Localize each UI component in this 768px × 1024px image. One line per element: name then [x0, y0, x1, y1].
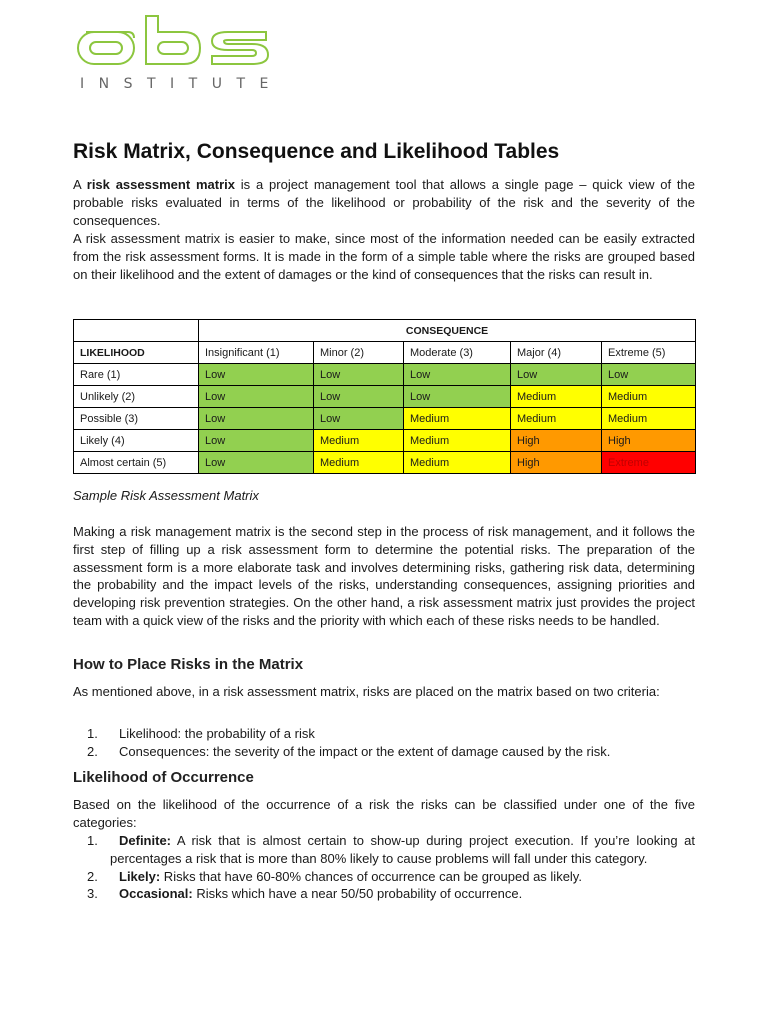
- risk-cell: Extreme: [602, 452, 696, 474]
- risk-cell: Low: [511, 364, 602, 386]
- risk-cell: Medium: [602, 408, 696, 430]
- risk-cell: Low: [314, 386, 404, 408]
- risk-cell: Low: [602, 364, 696, 386]
- list-text: Likelihood: the probability of a risk: [119, 726, 315, 741]
- risk-cell: High: [511, 430, 602, 452]
- list-text: Consequences: the severity of the impact or the extent of damage caused by the risk.: [119, 743, 611, 759]
- risk-cell: Medium: [511, 386, 602, 408]
- empty-corner-cell: [74, 320, 199, 342]
- body-paragraph: Making a risk management matrix is the second step in the process of risk management, and it follows the first step of filling up a risk assessment form to determine the potential risks. The preparation of the assessment form is a more elaborate task and involves determining risks, gathering risk data, determining the probability and the impact levels of the risks, understanding consequences, assigning priorities and developing risk prevention strategies. On the other hand, a risk assessment matrix just provides the project team with a quick view of the risks and the priority with which each of these risks needs to be handled.: [73, 524, 695, 628]
- column-header: Major (4): [511, 342, 602, 364]
- table-row: [74, 386, 696, 408]
- risk-cell: Low: [199, 452, 314, 474]
- consequence-header: CONSEQUENCE: [199, 320, 696, 342]
- risk-cell: Medium: [404, 408, 511, 430]
- intro-p1-pre: A: [73, 177, 87, 192]
- risk-matrix-table: [73, 319, 696, 474]
- risk-cell: Low: [199, 364, 314, 386]
- risk-cell: Low: [314, 364, 404, 386]
- risk-cell: Low: [199, 408, 314, 430]
- table-row: [74, 408, 696, 430]
- list-lead-term: Likely:: [119, 868, 161, 884]
- page-title: Risk Matrix, Consequence and Likelihood Tables: [73, 140, 560, 163]
- risk-cell: Low: [404, 364, 511, 386]
- abs-institute-logo: [76, 14, 283, 94]
- list-item: [73, 885, 695, 903]
- list-item: [73, 743, 695, 761]
- column-header: Extreme (5): [602, 342, 696, 364]
- table-caption: Sample Risk Assessment Matrix: [73, 488, 259, 503]
- row-label: Possible (3): [74, 408, 199, 430]
- risk-cell: High: [511, 452, 602, 474]
- list-number: 2.: [87, 868, 98, 884]
- section2-intro: Based on the likelihood of the occurrence of a risk the risks can be classified under one of the five categories:: [73, 797, 695, 830]
- risk-cell: High: [602, 430, 696, 452]
- row-label: Likely (4): [74, 430, 199, 452]
- list-text: Risks that have 60-80% chances of occurrence can be grouped as likely.: [160, 868, 582, 884]
- list-number: 1.: [87, 726, 98, 741]
- consequence-header-row: [74, 320, 696, 342]
- section-heading-place-risks: How to Place Risks in the Matrix: [73, 656, 304, 673]
- row-label: Almost certain (5): [74, 452, 199, 474]
- row-label: Rare (1): [74, 364, 199, 386]
- risk-cell: Low: [314, 408, 404, 430]
- section-heading-likelihood: Likelihood of Occurrence: [73, 769, 254, 786]
- list-number: 2.: [87, 743, 98, 759]
- risk-cell: Medium: [404, 430, 511, 452]
- list-item: [73, 832, 695, 868]
- logo-subtitle: INSTITUTE: [80, 76, 283, 92]
- list-item: [73, 725, 695, 743]
- list-item: [73, 868, 695, 886]
- table-row: [74, 364, 696, 386]
- table-row: [74, 430, 696, 452]
- list-lead-term: Definite:: [119, 833, 171, 848]
- likelihood-categories-list: [73, 832, 695, 903]
- table-row: [74, 452, 696, 474]
- intro-p1-bold-term: risk assessment matrix: [86, 177, 235, 192]
- likelihood-header: LIKELIHOOD: [74, 342, 199, 364]
- risk-cell: Low: [199, 386, 314, 408]
- column-header: Insignificant (1): [199, 342, 314, 364]
- criteria-list: [73, 725, 695, 761]
- column-header: Moderate (3): [404, 342, 511, 364]
- list-number: 3.: [87, 886, 98, 902]
- risk-cell: Medium: [602, 386, 696, 408]
- intro-paragraph-2: A risk assessment matrix is easier to make, since most of the information needed can be easily extracted from the risk assessment forms. It is made in the form of a simple table where the risks are grouped based on their likelihood and the extent of damages or the kind of consequences that the risks can result in.: [73, 231, 695, 282]
- risk-cell: Medium: [314, 452, 404, 474]
- column-header: Minor (2): [314, 342, 404, 364]
- row-label: Unlikely (2): [74, 386, 199, 408]
- list-text: Risks which have a near 50/50 probability of occurrence.: [192, 886, 523, 902]
- section1-intro: As mentioned above, in a risk assessment matrix, risks are placed on the matrix based on two criteria:: [73, 684, 660, 699]
- abs-wordmark-graphic: [76, 14, 272, 74]
- risk-cell: Medium: [404, 452, 511, 474]
- risk-cell: Medium: [511, 408, 602, 430]
- list-number: 1.: [87, 833, 98, 848]
- intro-p1-post: is a project management tool that allows a single page – quick view of the probable risks evaluated in terms of the likelihood or probability of the risk and the severity of the consequences.: [73, 177, 696, 228]
- risk-cell: Medium: [314, 430, 404, 452]
- risk-cell: Low: [404, 386, 511, 408]
- risk-cell: Low: [199, 430, 314, 452]
- column-header-row: [74, 342, 696, 364]
- list-text: A risk that is almost certain to show-up during project execution. If you’re looking at percentages a risk that is more than 80% likely to cause problems will fall under this category.: [110, 833, 695, 866]
- intro-paragraph-1: [73, 176, 695, 229]
- list-lead-term: Occasional:: [119, 886, 193, 902]
